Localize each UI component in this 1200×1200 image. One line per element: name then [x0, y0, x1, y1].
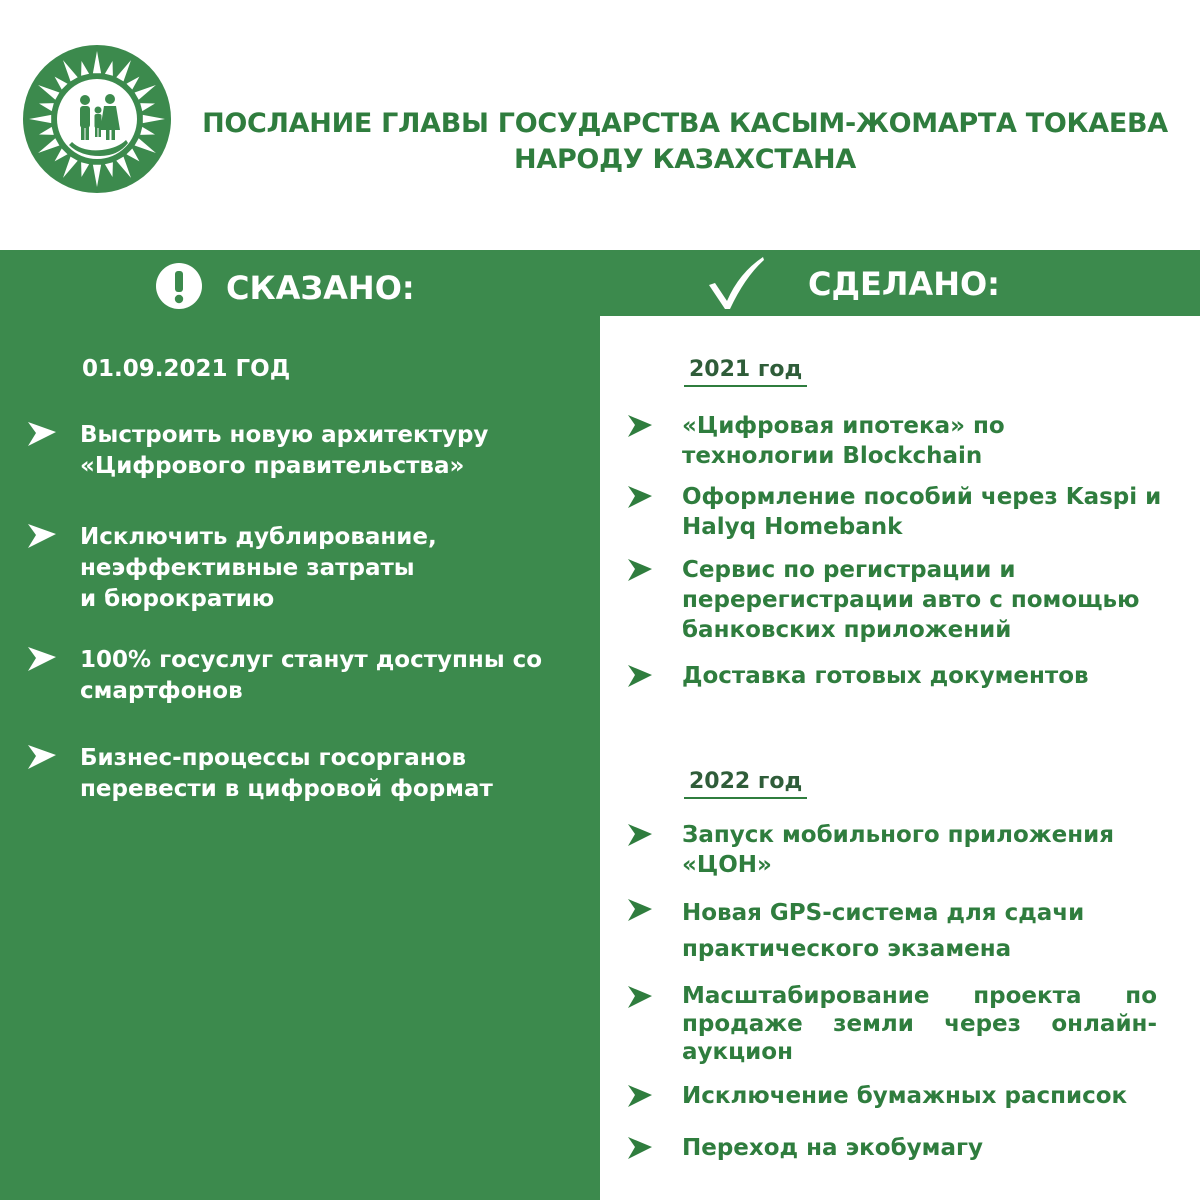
- arrow-bullet-icon: [626, 663, 654, 689]
- arrow-bullet-icon: [626, 484, 654, 510]
- done-item-2022-5: [626, 1133, 1171, 1163]
- title-line-2: НАРОДУ КАЗАХСТАНА: [514, 144, 856, 175]
- done-item-text: Масштабирование проекта по продаже земли через онлайн-аукцион: [682, 983, 1157, 1065]
- said-heading: СКАЗАНО:: [226, 269, 415, 307]
- said-item-text: 100% госуслуг станут доступны со смартфонов: [80, 647, 543, 704]
- arrow-bullet-icon: [626, 822, 654, 848]
- arrow-bullet-icon: [626, 413, 654, 439]
- arrow-bullet-icon: [626, 897, 654, 923]
- arrow-bullet-icon: [26, 743, 60, 771]
- said-item-text: Бизнес-процессы госорганов перевести в цифровой формат: [80, 745, 493, 802]
- done-item-text: Запуск мобильного приложения «ЦОН»: [682, 822, 1115, 878]
- arrow-bullet-icon: [626, 984, 654, 1010]
- family-sun-logo-icon: [22, 44, 172, 194]
- done-item-text: «Цифровая ипотека» по технологии Blockchain: [682, 413, 1005, 469]
- done-item-text: Новая GPS-система для сдачи практического экзамена: [682, 900, 1085, 962]
- checkmark-icon: [705, 255, 765, 311]
- said-item-1: [26, 420, 586, 482]
- said-item-2: [26, 522, 586, 615]
- page-title: [175, 106, 1195, 178]
- arrow-bullet-icon: [626, 1135, 654, 1161]
- done-item-2022-4: [626, 1081, 1171, 1111]
- done-item-text: Оформление пособий через Kaspi и Halyq Homebank: [682, 484, 1162, 540]
- done-item-2021-4: [626, 661, 1171, 691]
- done-item-text: Переход на экобумагу: [682, 1135, 983, 1161]
- said-panel: [0, 250, 600, 1200]
- done-heading: СДЕЛАНО:: [808, 265, 1000, 303]
- done-item-2022-1: [626, 820, 1171, 880]
- arrow-bullet-icon: [626, 557, 654, 583]
- said-item-3: [26, 645, 586, 707]
- done-item-text: Доставка готовых документов: [682, 663, 1089, 689]
- said-item-text: Выстроить новую архитектуру «Цифрового правительства»: [80, 422, 489, 479]
- title-line-1: ПОСЛАНИЕ ГЛАВЫ ГОСУДАРСТВА КАСЫМ-ЖОМАРТА ТОКАЕВА: [202, 108, 1168, 139]
- done-item-2021-2: [626, 482, 1171, 542]
- said-item-4: [26, 743, 586, 805]
- year-2022: 2022 год: [684, 767, 807, 799]
- year-2021: 2021 год: [684, 355, 807, 387]
- done-item-2021-1: [626, 411, 1171, 471]
- arrow-bullet-icon: [26, 522, 60, 550]
- done-item-text: Сервис по регистрации и перерегистрации авто с помощью банковских приложений: [682, 557, 1140, 643]
- done-item-2022-3: [626, 982, 1171, 1066]
- done-item-text: Исключение бумажных расписок: [682, 1083, 1128, 1109]
- said-item-text: Исключить дублирование, неэффективные затраты и бюрократию: [80, 524, 437, 612]
- said-date: 01.09.2021 ГОД: [82, 356, 291, 382]
- done-item-2022-2: [626, 895, 1171, 967]
- arrow-bullet-icon: [626, 1083, 654, 1109]
- done-item-2021-3: [626, 555, 1171, 645]
- arrow-bullet-icon: [26, 420, 60, 448]
- arrow-bullet-icon: [26, 645, 60, 673]
- exclamation-circle-icon: [155, 262, 203, 310]
